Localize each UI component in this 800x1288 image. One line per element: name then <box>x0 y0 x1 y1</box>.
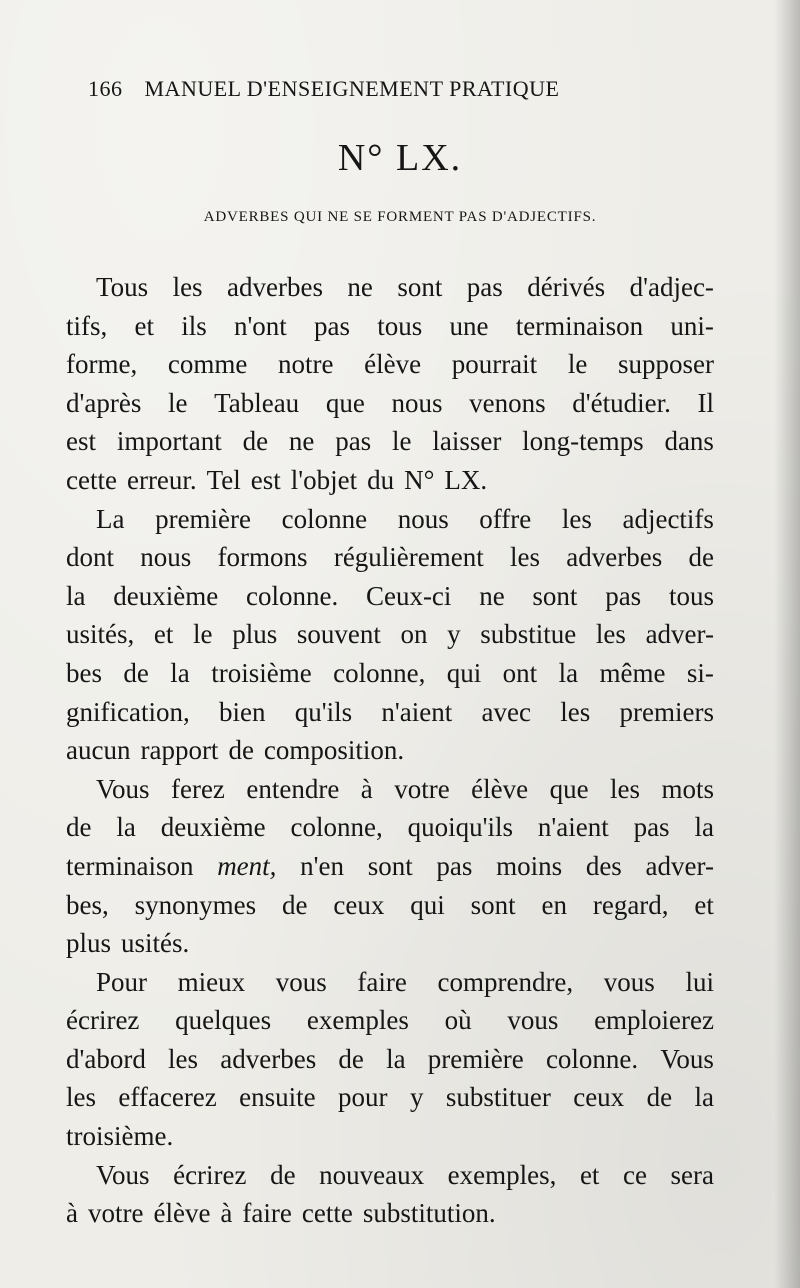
word: plus <box>66 928 112 959</box>
word: de <box>282 889 308 920</box>
word: les <box>560 696 591 727</box>
word: notre <box>277 349 334 380</box>
word: n'en <box>300 850 344 881</box>
word: y <box>447 619 461 650</box>
text-line <box>66 770 714 809</box>
word: de <box>338 1043 364 1074</box>
text-line <box>66 1001 714 1040</box>
word: deuxième <box>160 812 266 843</box>
text-line <box>66 886 714 925</box>
word: usités. <box>121 928 190 959</box>
word: vous <box>507 1005 559 1036</box>
word: que <box>325 387 365 418</box>
text-line <box>66 924 714 963</box>
word: d'étudier. <box>572 387 671 418</box>
word: bes <box>66 657 102 688</box>
word: moins <box>496 850 563 881</box>
word: que <box>549 773 589 804</box>
word: Il <box>697 387 714 418</box>
word: cette <box>66 464 117 495</box>
word: plus <box>232 619 278 650</box>
word: pas <box>605 580 642 611</box>
word: Tableau <box>214 387 300 418</box>
word: pour <box>338 1082 388 1113</box>
word: le <box>567 349 588 380</box>
word: qui <box>410 889 445 920</box>
word: écrirez <box>173 1159 247 1190</box>
word: sont <box>397 272 443 302</box>
word: la <box>558 657 579 688</box>
word: est <box>66 426 96 457</box>
word: uni- <box>670 310 714 341</box>
word: mots <box>661 773 714 804</box>
text-line <box>66 731 714 770</box>
text-line <box>66 268 714 307</box>
word: faire <box>242 1198 292 1229</box>
word: nous <box>140 542 192 573</box>
word: qui <box>446 657 482 688</box>
word: ils <box>181 310 207 341</box>
word: adver- <box>645 850 714 881</box>
word: colonne, <box>290 812 383 843</box>
word: de <box>66 812 92 843</box>
word: Vous <box>96 1159 150 1190</box>
text-line <box>66 1078 714 1117</box>
word: lui <box>685 966 714 997</box>
word: nous <box>397 503 449 534</box>
word: première <box>155 503 252 534</box>
word: Tel <box>206 464 241 495</box>
word: la <box>694 1082 714 1113</box>
word: synonymes <box>134 889 257 920</box>
word: les <box>168 1043 199 1074</box>
text-line <box>66 577 714 616</box>
word: même <box>599 657 666 688</box>
word: troisième <box>211 657 312 688</box>
text-line <box>66 654 714 693</box>
word: erreur. <box>126 464 197 495</box>
word: à <box>66 1198 78 1229</box>
word: d'abord <box>66 1043 146 1074</box>
word: comme <box>167 349 248 380</box>
word: de <box>688 542 714 573</box>
word: le <box>193 619 213 650</box>
word: colonne. <box>245 580 339 611</box>
word: nouveaux <box>319 1159 425 1190</box>
section-subtitle: ADVERBES QUI NE SE FORMENT PAS D'ADJECTIFS. <box>203 209 597 225</box>
word: nous <box>391 387 443 418</box>
word: n'aient <box>537 812 609 843</box>
word: ment, <box>217 850 277 881</box>
word: Vous <box>660 1043 714 1074</box>
word: composition. <box>263 735 405 766</box>
word: Tous <box>96 272 149 302</box>
word: Vous <box>96 773 150 804</box>
text-line <box>66 1156 714 1195</box>
word: pas <box>633 812 670 843</box>
word: adver- <box>645 619 714 650</box>
word: adjectifs <box>622 503 714 534</box>
word: les <box>595 619 626 650</box>
word: sont <box>470 889 516 920</box>
word: écrirez <box>66 1005 140 1036</box>
word: ce <box>623 1159 647 1190</box>
word: des <box>585 850 622 881</box>
word: élève <box>364 349 422 380</box>
word: laisser <box>432 426 502 457</box>
word: si- <box>686 657 714 688</box>
word: de <box>123 657 149 688</box>
word: premiers <box>619 696 714 727</box>
word: d'adjec- <box>629 272 714 302</box>
word: où <box>444 1005 472 1036</box>
word: cette <box>301 1198 353 1229</box>
word: est <box>250 464 281 495</box>
word: sont <box>367 850 413 881</box>
word: long-temps <box>522 426 644 457</box>
word: le <box>392 426 412 457</box>
word: l'objet <box>290 464 358 495</box>
word: substitution. <box>362 1198 496 1229</box>
word: LX. <box>444 464 488 495</box>
body-text <box>66 268 714 1233</box>
word: première <box>427 1043 524 1074</box>
word: on <box>400 619 428 650</box>
word: ne <box>479 580 505 611</box>
word: à <box>220 1198 233 1229</box>
word: les <box>172 272 203 302</box>
word: adverbes <box>220 1043 317 1074</box>
word: ceux <box>573 1082 625 1113</box>
word: la <box>116 812 136 843</box>
text-line <box>66 963 714 1002</box>
word: quoiqu'ils <box>407 812 514 843</box>
text-line <box>66 538 714 577</box>
word: votre <box>87 1198 144 1229</box>
text-line <box>66 808 714 847</box>
word: pas <box>466 272 503 302</box>
word: sera <box>670 1159 714 1190</box>
word: votre <box>394 773 450 804</box>
word: vous <box>603 966 655 997</box>
word: usités, <box>66 619 135 650</box>
word: pas <box>314 310 351 341</box>
text-line <box>66 307 714 346</box>
word: ferez <box>170 773 225 804</box>
text-line <box>66 847 714 886</box>
word: et <box>694 889 714 920</box>
text-line <box>66 1117 714 1156</box>
word: ont <box>502 657 538 688</box>
word: le <box>167 387 188 418</box>
word: Ceux-ci <box>365 580 452 611</box>
word: du <box>367 464 395 495</box>
word: entendre <box>246 773 340 804</box>
word: important <box>116 426 222 457</box>
word: substitue <box>480 619 577 650</box>
word: et <box>134 310 154 341</box>
word: La <box>96 503 125 534</box>
word: d'après <box>66 387 142 418</box>
word: de <box>270 1159 296 1190</box>
word: et <box>579 1159 600 1190</box>
word: tifs, <box>66 310 108 341</box>
text-line <box>66 384 714 423</box>
word: pourrait <box>451 349 538 380</box>
word: régulièrement <box>333 542 484 573</box>
word: offre <box>479 503 532 534</box>
word: une <box>449 310 489 341</box>
word: exemples <box>306 1005 409 1036</box>
word: Pour <box>96 966 148 997</box>
text-line <box>66 1194 714 1233</box>
word: substituer <box>445 1082 551 1113</box>
word: rapport <box>140 735 219 766</box>
word: gnification, <box>66 696 190 727</box>
word: dérivés <box>527 272 606 302</box>
page-edge-shadow <box>774 0 800 1288</box>
word: effacerez <box>118 1082 217 1113</box>
word: dont <box>66 542 115 573</box>
word: adverbes <box>227 272 323 302</box>
word: la <box>170 657 190 688</box>
word: vous <box>275 966 327 997</box>
word: deuxième <box>113 580 219 611</box>
text-line <box>66 500 714 539</box>
word: aucun <box>66 735 131 766</box>
word: de <box>228 735 254 766</box>
word: adverbes <box>566 542 663 573</box>
word: les <box>610 773 640 804</box>
word: troisième. <box>66 1121 174 1152</box>
word: élève <box>471 773 529 804</box>
word: mieux <box>177 966 246 997</box>
word: ne <box>288 426 315 457</box>
word: venons <box>469 387 546 418</box>
running-title: MANUEL D'ENSEIGNEMENT PRATIQUE <box>144 76 560 101</box>
word: avec <box>481 696 531 727</box>
word: la <box>694 812 714 843</box>
word: bes, <box>66 889 109 920</box>
word: n'ont <box>233 310 287 341</box>
word: de <box>242 426 269 457</box>
word: pas <box>436 850 473 881</box>
word: les <box>561 503 592 534</box>
word: colonne <box>281 503 368 534</box>
word: tous <box>377 310 423 341</box>
text-line <box>66 1040 714 1079</box>
text-line <box>66 422 714 461</box>
word: ne <box>347 272 373 302</box>
word: N° <box>404 464 435 495</box>
word: colonne, <box>333 657 426 688</box>
word: la <box>66 580 86 611</box>
word: colonne. <box>545 1043 639 1074</box>
word: souvent <box>296 619 381 650</box>
word: pas <box>335 426 372 457</box>
word: emploierez <box>594 1005 714 1036</box>
text-line <box>66 615 714 654</box>
word: dans <box>664 426 714 457</box>
word: tous <box>668 580 714 611</box>
word: comprendre, <box>437 966 574 997</box>
word: regard, <box>592 889 669 920</box>
word: exemples, <box>447 1159 557 1190</box>
word: qu'ils <box>294 696 353 727</box>
text-line <box>66 461 714 500</box>
page-number: 166 <box>88 76 123 101</box>
word: la <box>386 1043 406 1074</box>
word: faire <box>357 966 407 997</box>
word: élève <box>153 1198 211 1229</box>
word: formons <box>217 542 308 573</box>
text-line <box>66 345 714 384</box>
word: ceux <box>333 889 385 920</box>
word: sont <box>532 580 578 611</box>
section-number-title: N° LX. <box>337 137 463 179</box>
word: supposer <box>617 349 714 380</box>
word: quelques <box>175 1005 272 1036</box>
word: les <box>510 542 541 573</box>
word: terminaison <box>66 850 194 881</box>
word: y <box>409 1082 424 1113</box>
word: ensuite <box>239 1082 316 1113</box>
word: forme, <box>66 349 138 380</box>
word: en <box>541 889 567 920</box>
word: n'aient <box>381 696 453 727</box>
word: de <box>646 1082 673 1113</box>
word: terminaison <box>515 310 644 341</box>
word: et <box>153 619 174 650</box>
page-header <box>88 72 648 106</box>
word: bien <box>218 696 266 727</box>
text-line <box>66 693 714 732</box>
word: les <box>66 1082 96 1113</box>
word: à <box>360 773 373 804</box>
